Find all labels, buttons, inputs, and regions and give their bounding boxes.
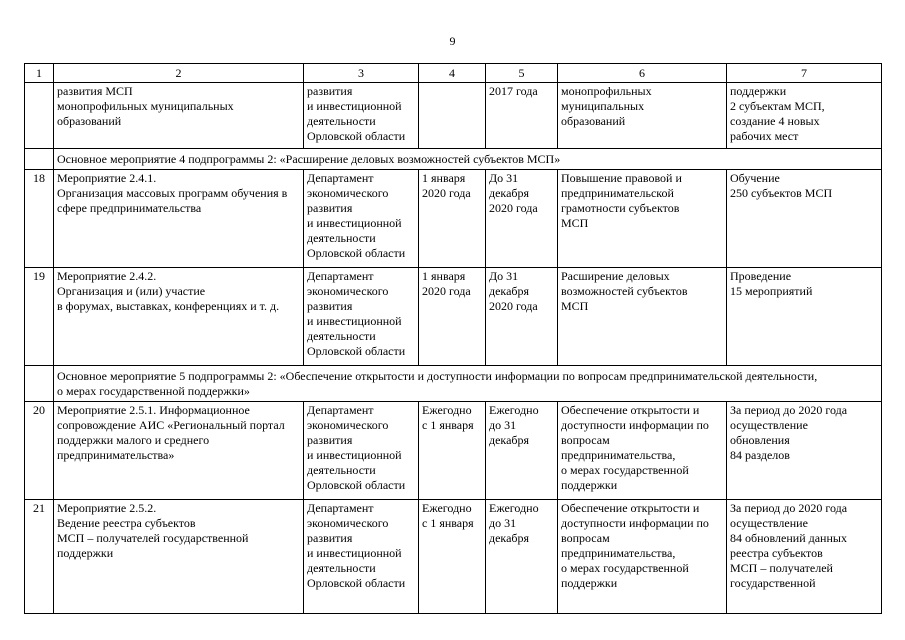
start-date-cell — [419, 83, 486, 149]
start-date-cell: 1 января 2020 года — [419, 170, 486, 268]
measure-cell: Мероприятие 2.4.2. Организация и (или) участие в форумах, выставках, конференциях и т. д. — [54, 268, 304, 366]
executor-cell: Департамент экономического развития и инвестиционной деятельности Орловской области — [304, 268, 419, 366]
row-number-cell: 18 — [25, 170, 54, 268]
expected-result-cell: монопрофильных муниципальных образований — [558, 83, 727, 149]
row-number-cell: 20 — [25, 402, 54, 500]
table-row — [25, 268, 882, 366]
expected-result-cell: Расширение деловых возможностей субъектов МСП — [558, 268, 727, 366]
column-number: 2 — [54, 64, 304, 83]
measure-cell: Мероприятие 2.5.2. Ведение реестра субъектов МСП – получателей государственной поддержки — [54, 500, 304, 614]
end-date-cell: Ежегодно до 31 декабря — [486, 402, 558, 500]
section-header-row — [25, 149, 882, 170]
column-number: 7 — [727, 64, 882, 83]
executor-cell: развития и инвестиционной деятельности Орловской области — [304, 83, 419, 149]
measure-cell: развития МСП монопрофильных муниципальных образований — [54, 83, 304, 149]
table-row — [25, 170, 882, 268]
indicator-cell: Проведение 15 мероприятий — [727, 268, 882, 366]
measures-table — [24, 63, 882, 614]
end-date-cell: До 31 декабря 2020 года — [486, 170, 558, 268]
start-date-cell: 1 января 2020 года — [419, 268, 486, 366]
indicator-cell: поддержки 2 субъектам МСП, создание 4 новых рабочих мест — [727, 83, 882, 149]
page-number: 9 — [449, 34, 456, 48]
end-date-cell: Ежегодно до 31 декабря — [486, 500, 558, 614]
table-row — [25, 500, 882, 614]
row-number-cell — [25, 83, 54, 149]
indicator-cell: За период до 2020 года осуществление обновления 84 разделов — [727, 402, 882, 500]
section-header-row — [25, 366, 882, 402]
column-number: 3 — [304, 64, 419, 83]
start-date-cell: Ежегодно с 1 января — [419, 402, 486, 500]
executor-cell: Департамент экономического развития и инвестиционной деятельности Орловской области — [304, 500, 419, 614]
measure-cell: Мероприятие 2.5.1. Информационное сопровождение АИС «Региональный портал поддержки малого и среднего предпринимательства» — [54, 402, 304, 500]
indicator-cell: За период до 2020 года осуществление 84 обновлений данных реестра субъектов МСП – получателей государственной — [727, 500, 882, 614]
section-number-cell — [25, 366, 54, 402]
executor-cell: Департамент экономического развития и инвестиционной деятельности Орловской области — [304, 402, 419, 500]
section-number-cell — [25, 149, 54, 170]
end-date-cell: До 31 декабря 2020 года — [486, 268, 558, 366]
end-date-cell: 2017 года — [486, 83, 558, 149]
table-row — [25, 402, 882, 500]
section-title: Основное мероприятие 5 подпрограммы 2: «Обеспечение открытости и доступности информации по вопросам предпринимательской деятельности, о мерах государственной поддержки» — [54, 366, 882, 402]
column-number: 6 — [558, 64, 727, 83]
measure-cell: Мероприятие 2.4.1. Организация массовых программ обучения в сфере предпринимательства — [54, 170, 304, 268]
column-number: 1 — [25, 64, 54, 83]
column-number: 5 — [486, 64, 558, 83]
executor-cell: Департамент экономического развития и инвестиционной деятельности Орловской области — [304, 170, 419, 268]
row-number-cell: 21 — [25, 500, 54, 614]
row-number-cell: 19 — [25, 268, 54, 366]
section-title: Основное мероприятие 4 подпрограммы 2: «Расширение деловых возможностей субъектов МСП» — [54, 149, 882, 170]
indicator-cell: Обучение 250 субъектов МСП — [727, 170, 882, 268]
expected-result-cell: Повышение правовой и предпринимательской грамотности субъектов МСП — [558, 170, 727, 268]
table-row — [25, 83, 882, 149]
start-date-cell: Ежегодно с 1 января — [419, 500, 486, 614]
column-number-header-row — [25, 64, 882, 83]
column-number: 4 — [419, 64, 486, 83]
expected-result-cell: Обеспечение открытости и доступности информации по вопросам предпринимательства, о мерах государственной поддержки — [558, 402, 727, 500]
expected-result-cell: Обеспечение открытости и доступности информации по вопросам предпринимательства, о мерах государственной поддержки — [558, 500, 727, 614]
